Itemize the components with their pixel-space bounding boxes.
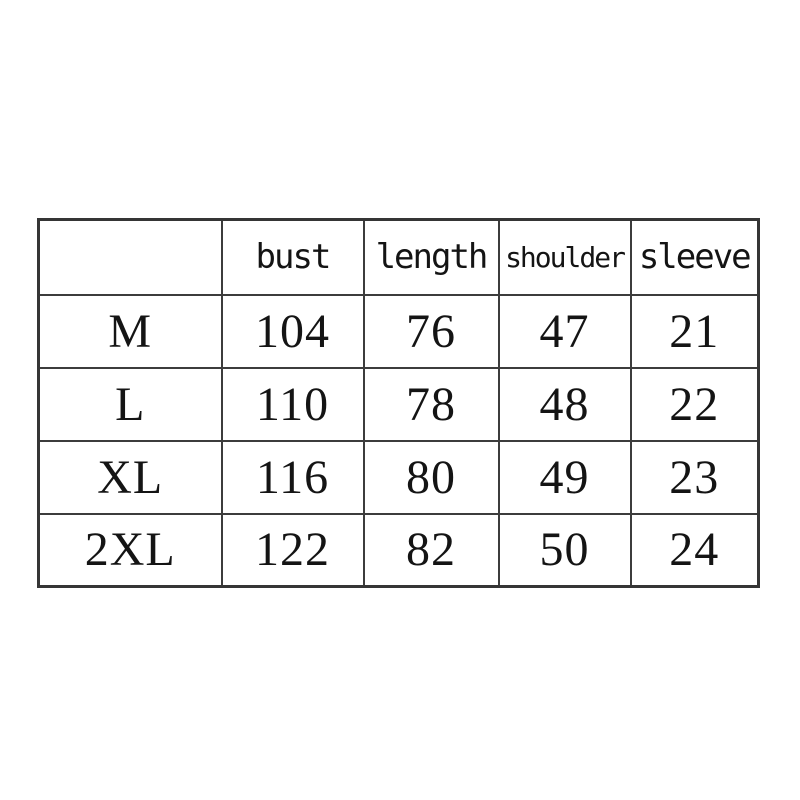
header-cell-sleeve: sleeve [631, 220, 759, 295]
sleeve-value: 23 [631, 441, 759, 514]
table-row-l [39, 368, 759, 441]
bust-value: 116 [222, 441, 364, 514]
table-header-row [39, 220, 759, 295]
header-cell-size [39, 220, 222, 295]
table-row-2xl [39, 514, 759, 587]
header-cell-shoulder: shoulder [499, 220, 631, 295]
sleeve-value: 21 [631, 295, 759, 368]
header-cell-length: length [364, 220, 499, 295]
size-label: L [39, 368, 222, 441]
sleeve-value: 24 [631, 514, 759, 587]
bust-value: 122 [222, 514, 364, 587]
size-label: M [39, 295, 222, 368]
sleeve-value: 22 [631, 368, 759, 441]
table-row-xl [39, 441, 759, 514]
size-chart-table [37, 218, 760, 588]
table-row-m [39, 295, 759, 368]
shoulder-value: 48 [499, 368, 631, 441]
length-value: 78 [364, 368, 499, 441]
length-value: 76 [364, 295, 499, 368]
length-value: 80 [364, 441, 499, 514]
size-label: XL [39, 441, 222, 514]
header-cell-bust: bust [222, 220, 364, 295]
bust-value: 104 [222, 295, 364, 368]
shoulder-value: 50 [499, 514, 631, 587]
shoulder-value: 49 [499, 441, 631, 514]
bust-value: 110 [222, 368, 364, 441]
shoulder-value: 47 [499, 295, 631, 368]
size-label: 2XL [39, 514, 222, 587]
length-value: 82 [364, 514, 499, 587]
